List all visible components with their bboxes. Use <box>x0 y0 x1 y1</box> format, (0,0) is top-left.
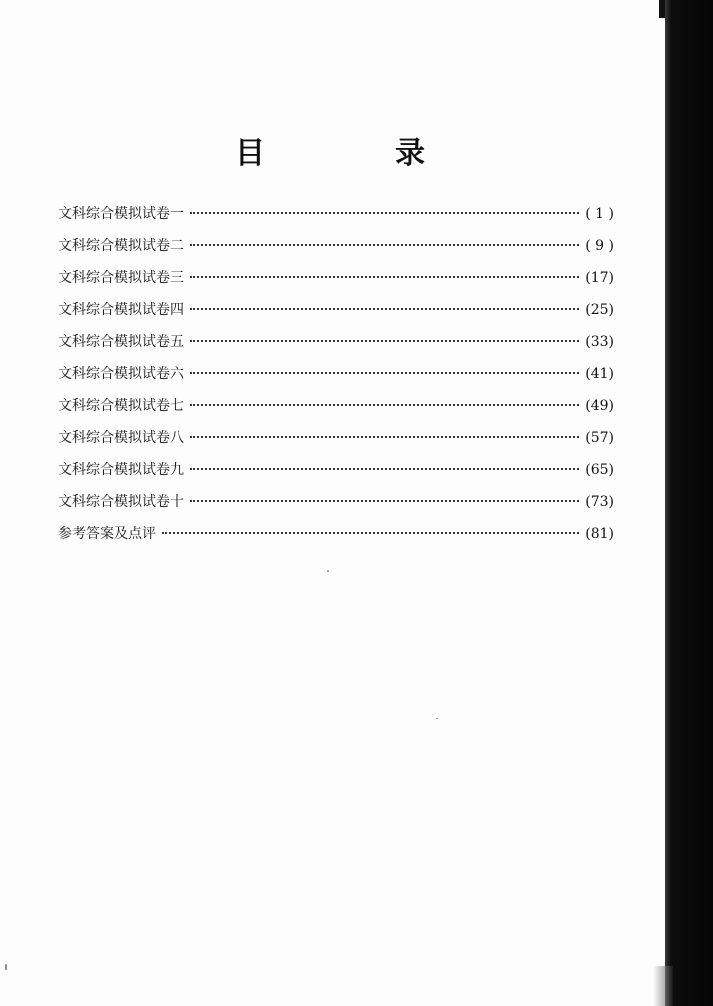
toc-page-number: (49) <box>585 398 614 414</box>
toc-entry-label: 文科综合模拟试卷一 <box>58 206 184 222</box>
toc-dot-leader <box>190 276 579 278</box>
toc-dot-leader <box>190 308 579 310</box>
toc-dot-leader <box>190 404 579 406</box>
table-of-contents <box>58 198 614 550</box>
toc-entry-label: 文科综合模拟试卷六 <box>58 366 184 382</box>
toc-entry-5[interactable] <box>58 326 614 358</box>
toc-entry-label: 参考答案及点评 <box>58 526 156 542</box>
toc-page-number: ( 9 ) <box>585 238 614 254</box>
toc-entry-1[interactable] <box>58 198 614 230</box>
scanner-edge-notch <box>659 0 665 18</box>
toc-entry-6[interactable] <box>58 358 614 390</box>
toc-entry-9[interactable] <box>58 454 614 486</box>
toc-dot-leader <box>190 244 579 246</box>
toc-page-number: (17) <box>585 270 614 286</box>
toc-page-number: (73) <box>585 494 614 510</box>
toc-entry-4[interactable] <box>58 294 614 326</box>
toc-dot-leader <box>190 500 579 502</box>
toc-entry-label: 文科综合模拟试卷五 <box>58 334 184 350</box>
toc-page-number: (65) <box>585 462 614 478</box>
toc-dot-leader <box>190 372 579 374</box>
toc-entry-11[interactable] <box>58 518 614 550</box>
page-title: 目 录 <box>235 136 475 171</box>
scan-speck <box>327 570 329 572</box>
toc-dot-leader <box>190 436 579 438</box>
toc-entry-label: 文科综合模拟试卷十 <box>58 494 184 510</box>
scanner-edge-shadow <box>665 0 713 1006</box>
toc-entry-2[interactable] <box>58 230 614 262</box>
toc-entry-label: 文科综合模拟试卷九 <box>58 462 184 478</box>
toc-page-number: (57) <box>585 430 614 446</box>
toc-page-number: (33) <box>585 334 614 350</box>
toc-entry-7[interactable] <box>58 390 614 422</box>
toc-entry-3[interactable] <box>58 262 614 294</box>
toc-dot-leader <box>162 532 579 534</box>
toc-entry-label: 文科综合模拟试卷七 <box>58 398 184 414</box>
toc-page-number: ( 1 ) <box>585 206 614 222</box>
toc-dot-leader <box>190 212 579 214</box>
toc-entry-10[interactable] <box>58 486 614 518</box>
toc-dot-leader <box>190 468 579 470</box>
scan-speck <box>5 964 7 970</box>
toc-entry-label: 文科综合模拟试卷二 <box>58 238 184 254</box>
toc-dot-leader <box>190 340 579 342</box>
toc-entry-label: 文科综合模拟试卷三 <box>58 270 184 286</box>
scanner-edge-fade <box>653 966 673 1006</box>
toc-entry-label: 文科综合模拟试卷四 <box>58 302 184 318</box>
scan-speck <box>436 718 438 719</box>
toc-entry-8[interactable] <box>58 422 614 454</box>
toc-page-number: (41) <box>585 366 614 382</box>
toc-entry-label: 文科综合模拟试卷八 <box>58 430 184 446</box>
toc-page-number: (81) <box>585 526 614 542</box>
toc-page-number: (25) <box>585 302 614 318</box>
